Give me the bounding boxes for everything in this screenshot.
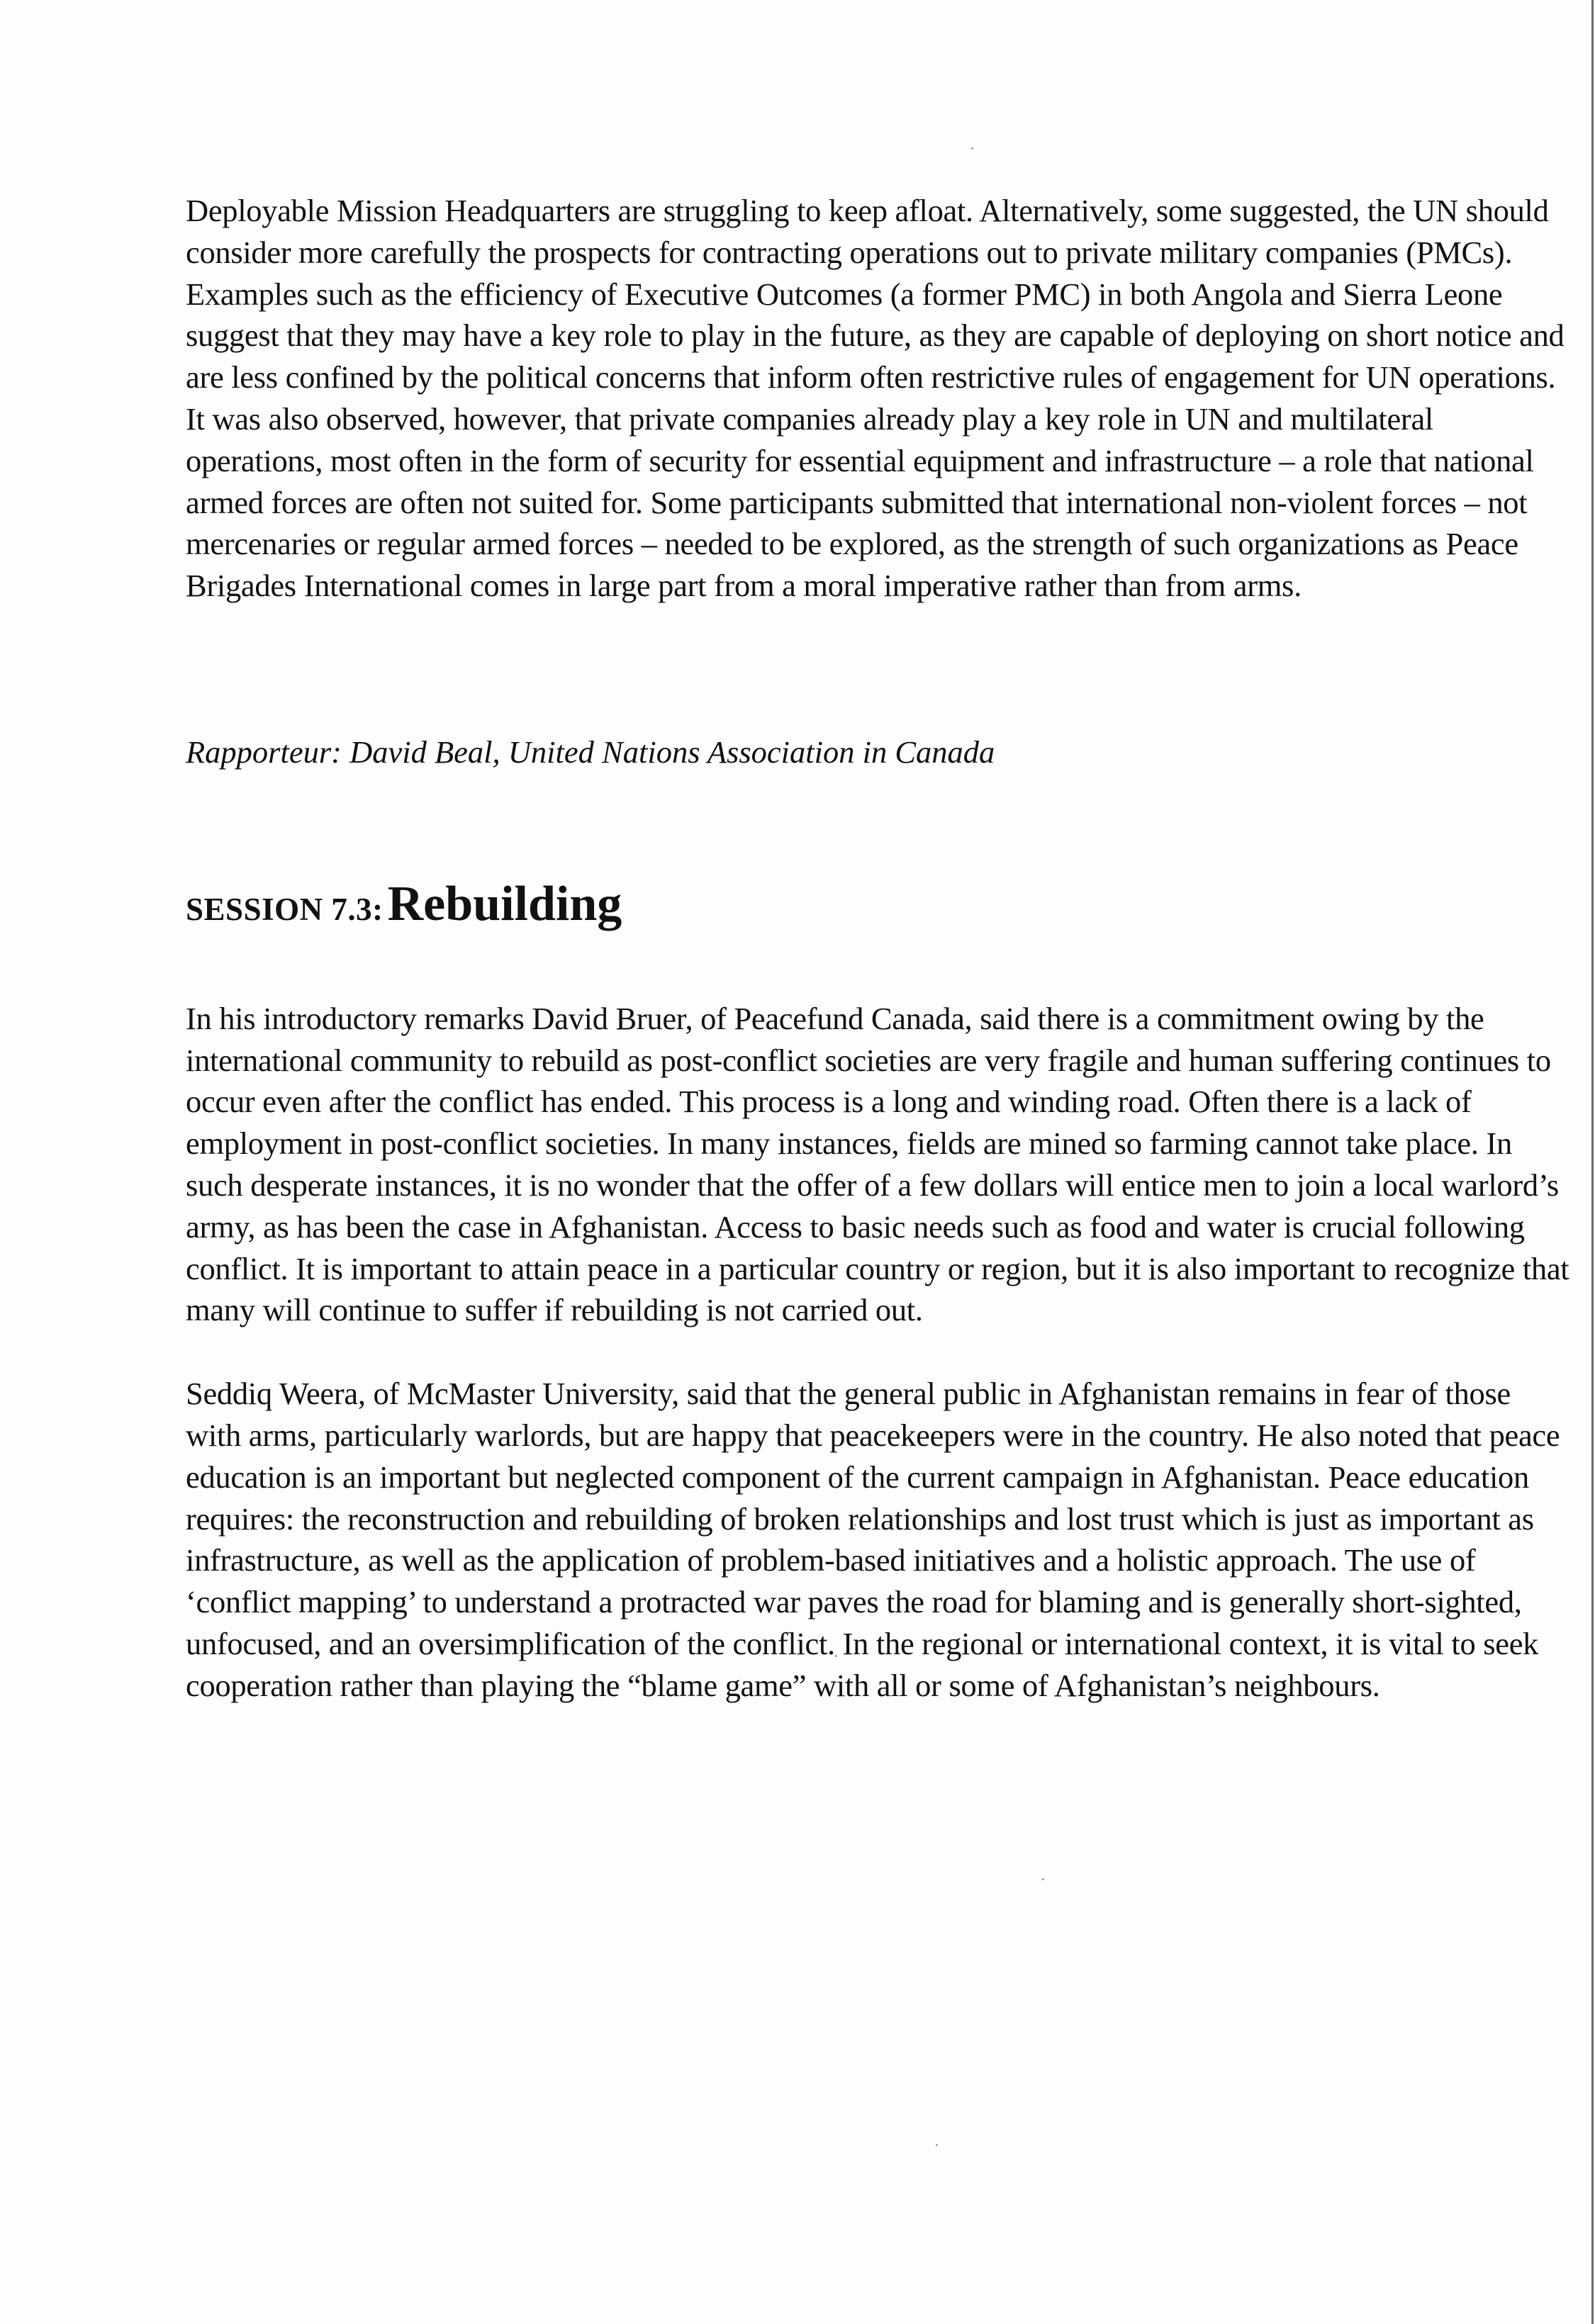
scan-speck bbox=[1042, 1878, 1044, 1880]
document-body bbox=[186, 190, 1572, 1707]
rapporteur-credit: Rapporteur: David Beal, United Nations Association in Canada bbox=[186, 734, 995, 770]
scan-speck bbox=[971, 147, 973, 150]
paragraph-bruer-remarks: In his introductory remarks David Bruer, of Peacefund Canada, said there is a commitment owing by the international community to rebuild as post-conflict societies are very fragile and human suffering continues to occur even after the conflict has ended. This process is a long and winding road. Often there is a lack of employment in post-conflict societies. In many instances, fields are mined so farming cannot take place. In such desperate instances, it is no wonder that the offer of a few dollars will entice men to join a local warlord’s army, as has been the case in Afghanistan. Access to basic needs such as food and water is crucial following conflict. It is important to attain peace in a particular country or region, but it is also important to recognize that many will continue to suffer if rebuilding is not carried out. bbox=[186, 1000, 1569, 1328]
session-label: SESSION 7.3: bbox=[186, 891, 384, 927]
scan-edge-line bbox=[1591, 0, 1594, 2324]
scan-speck bbox=[936, 2144, 938, 2146]
session-heading bbox=[186, 876, 1572, 940]
paragraph-weera-remarks: Seddiq Weera, of McMaster University, said that the general public in Afghanistan remains in fear of those with arms, particularly warlords, but are happy that peacekeepers were in the country. He also noted that peace education is an important but neglected component of the current campaign in Afghanistan. Peace education requires: the reconstruction and rebuilding of broken relationships and lost trust which is just as important as infrastructure, as well as the application of problem-based initiatives and a holistic approach. The use of ‘conflict mapping’ to understand a protracted war paves the road for blaming and is generally short-sighted, unfocused, and an oversimplification of the conflict. In the regional or international context, it is vital to seek cooperation rather than playing the “blame game” with all or some of Afghanistan’s neighbours. bbox=[186, 1376, 1560, 1703]
paragraph-pmc-discussion: Deployable Mission Headquarters are struggling to keep afloat. Alternatively, some suggested, the UN should consider more carefully the prospects for contracting operations out to private military companies (PMCs). Examples such as the efficiency of Executive Outcomes (a former PMC) in both Angola and Sierra Leone suggest that they may have a key role to play in the future, as they are capable of deploying on short notice and are less confined by the political concerns that inform often restrictive rules of engagement for UN operations. It was also observed, however, that private companies already play a key role in UN and multilateral operations, most often in the form of security for essential equipment and infrastructure – a role that national armed forces are often not suited for. Some participants submitted that international non-violent forces – not mercenaries or regular armed forces – needed to be explored, as the strength of such organizations as Peace Brigades International comes in large part from a moral imperative rather than from arms. bbox=[186, 193, 1565, 604]
session-title: Rebuilding bbox=[387, 876, 622, 931]
